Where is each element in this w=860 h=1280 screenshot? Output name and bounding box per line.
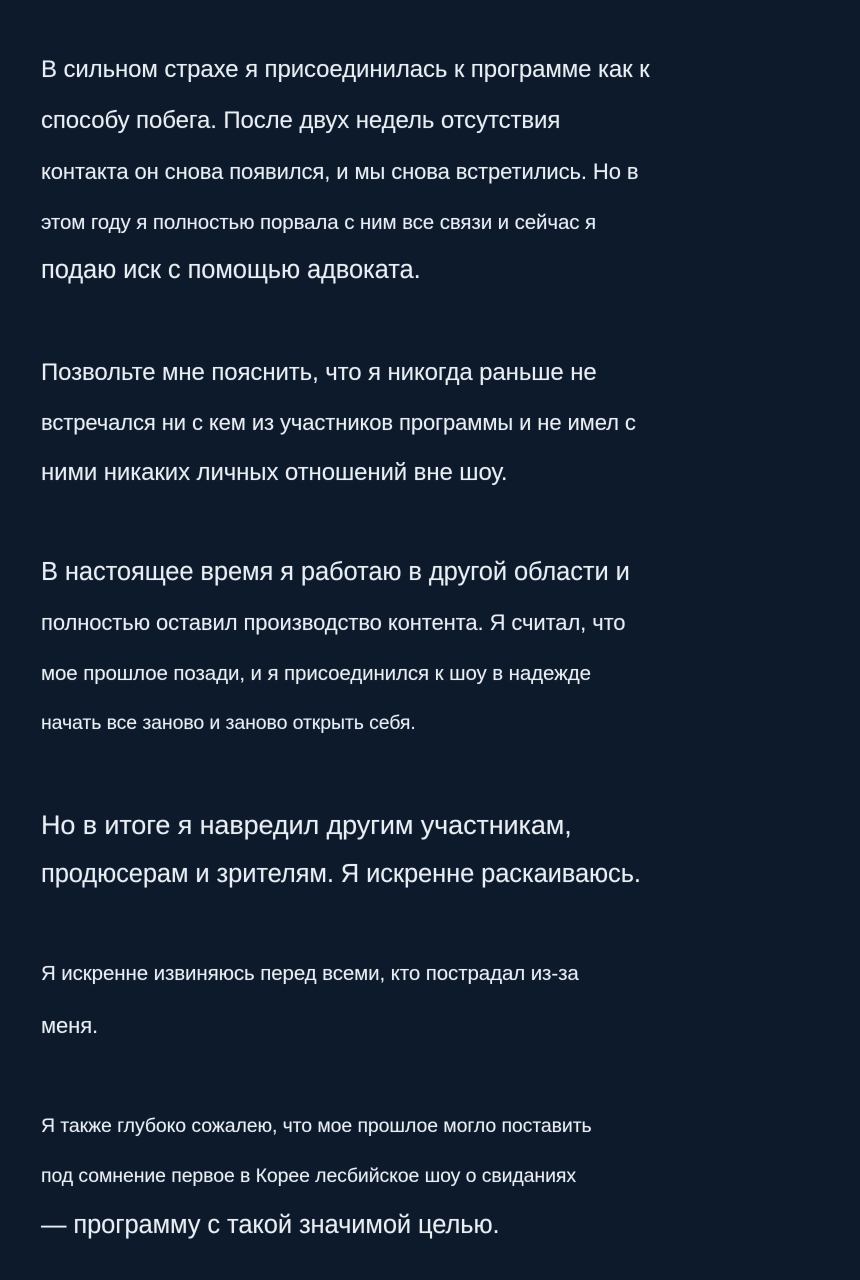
text-line: под сомнение первое в Корее лесбийское шоу о свиданиях (41, 1165, 576, 1187)
text-line: контакта он снова появился, и мы снова встретились. Но в (41, 159, 639, 184)
text-line: ними никаких личных отношений вне шоу. (41, 459, 508, 486)
text-line: Позвольте мне пояснить, что я никогда раньше не (41, 359, 597, 386)
text-line: мое прошлое позади, и я присоединился к шоу в надежде (41, 662, 591, 685)
text-line: полностью оставил производство контента. Я считал, что (41, 610, 626, 635)
text-line: этом году я полностью порвала с ним все связи и сейчас я (41, 211, 597, 234)
text-line: встречался ни с кем из участников программы и не имел с (41, 410, 636, 435)
text-line: В настоящее время я работаю в другой области и (41, 558, 630, 586)
text-line: — программу с такой значимой целью. (41, 1211, 500, 1239)
text-line: способу побега. После двух недель отсутствия (41, 107, 561, 134)
text-line: начать все заново и заново открыть себя. (41, 712, 416, 734)
text-line: меня. (41, 1013, 99, 1038)
text-line: Я искренне извиняюсь перед всеми, кто пострадал из-за (41, 962, 579, 985)
text-line: В сильном страхе я присоединилась к программе как к (41, 56, 650, 83)
text-line: Но в итоге я навредил другим участникам, (41, 810, 572, 840)
text-line: продюсерам и зрителям. Я искренне раскаиваюсь. (41, 860, 641, 888)
text-line: подаю иск с помощью адвоката. (41, 256, 421, 284)
text-line: Я также глубоко сожалею, что мое прошлое могло поставить (41, 1115, 592, 1137)
